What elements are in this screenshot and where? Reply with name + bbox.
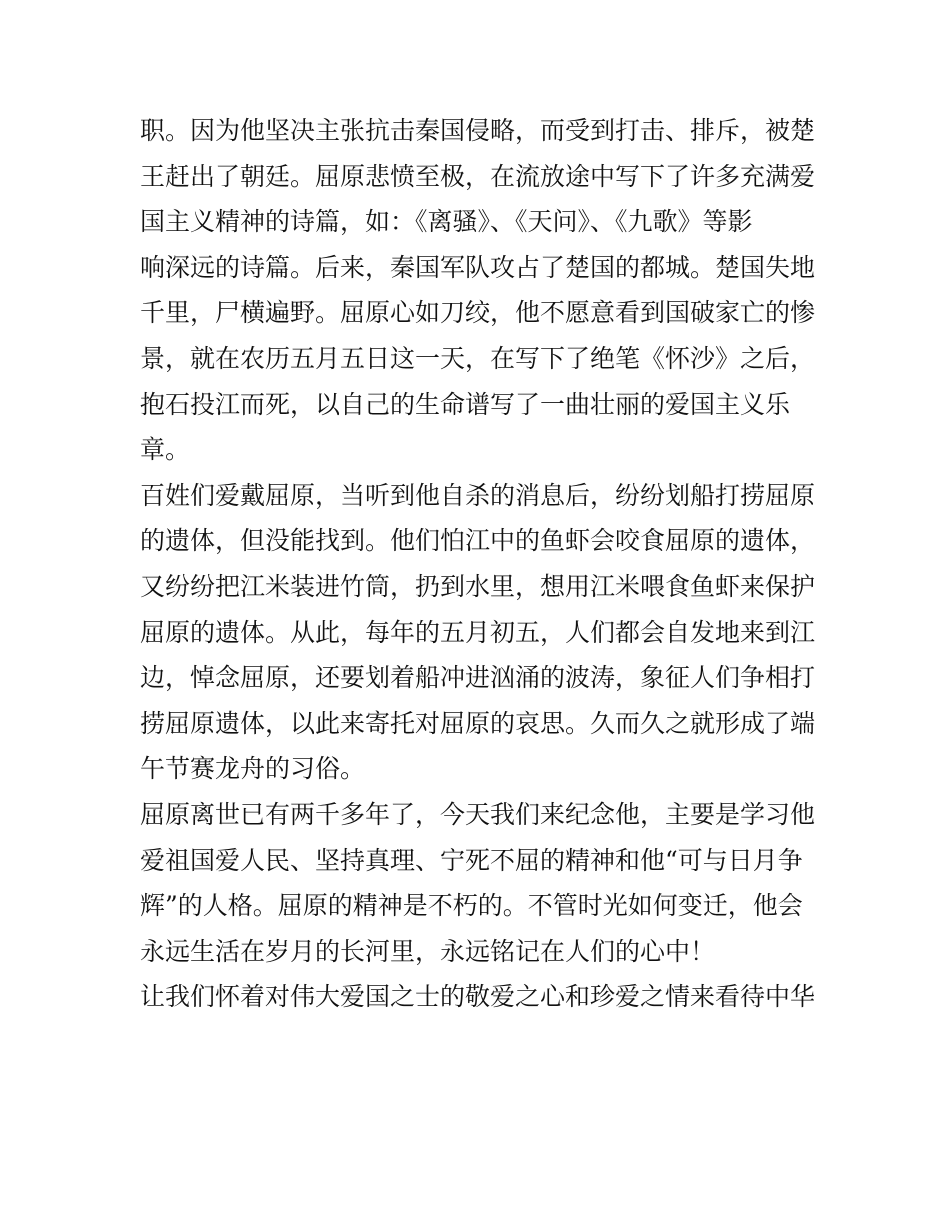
text-line: 王赶出了朝廷。屈原悲愤至极，在流放途中写下了许多充满爱 xyxy=(140,161,816,191)
text-line: 章。 xyxy=(140,435,191,465)
text-line: 响深远的诗篇。后来，秦国军队攻占了楚国的都城。楚国失地 xyxy=(140,252,816,282)
text-line: 百姓们爱戴屈原，当听到他自杀的消息后，纷纷划船打捞屈原 xyxy=(140,480,816,510)
text-line: 屈原离世已有两千多年了，今天我们来纪念他，主要是学习他 xyxy=(140,799,816,829)
text-line: 捞屈原遗体，以此来寄托对屈原的哀思。久而久之就形成了端 xyxy=(140,708,816,738)
text-line: 千里，尸横遍野。屈原心如刀绞，他不愿意看到国破家亡的惨 xyxy=(140,298,816,328)
text-line: 国主义精神的诗篇，如：《离骚》、《天问》、《九歌》等影 xyxy=(140,207,753,237)
text-line: 边，悼念屈原，还要划着船冲进汹涌的波涛，象征人们争相打 xyxy=(140,663,816,693)
text-line: 辉”的人格。屈原的精神是不朽的。不管时光如何变迁，他会 xyxy=(140,891,803,921)
text-line: 抱石投江而死，以自己的生命谱写了一曲壮丽的爱国主义乐 xyxy=(140,389,791,419)
text-line: 永远生活在岁月的长河里，永远铭记在人们的心中！ xyxy=(140,936,716,966)
text-line: 又纷纷把江米装进竹筒，扔到水里，想用江米喂食鱼虾来保护 xyxy=(140,571,816,601)
text-line: 爱祖国爱人民、坚持真理、宁死不屈的精神和他“可与日月争 xyxy=(140,845,803,875)
text-line: 职。因为他坚决主张抗击秦国侵略，而受到打击、排斥，被楚 xyxy=(140,116,816,145)
text-line: 景，就在农历五月五日这一天，在写下了绝笔《怀沙》之后， xyxy=(140,343,816,373)
text-line: 让我们怀着对伟大爱国之士的敬爱之心和珍爱之情来看待中华 xyxy=(140,982,816,1012)
text-line: 的遗体，但没能找到。他们怕江中的鱼虾会咬食屈原的遗体， xyxy=(140,526,816,556)
text-line: 屈原的遗体。从此，每年的五月初五，人们都会自发地来到江 xyxy=(140,617,816,647)
text-line: 午节赛龙舟的习俗。 xyxy=(140,754,366,784)
document-body-text xyxy=(140,108,820,1020)
